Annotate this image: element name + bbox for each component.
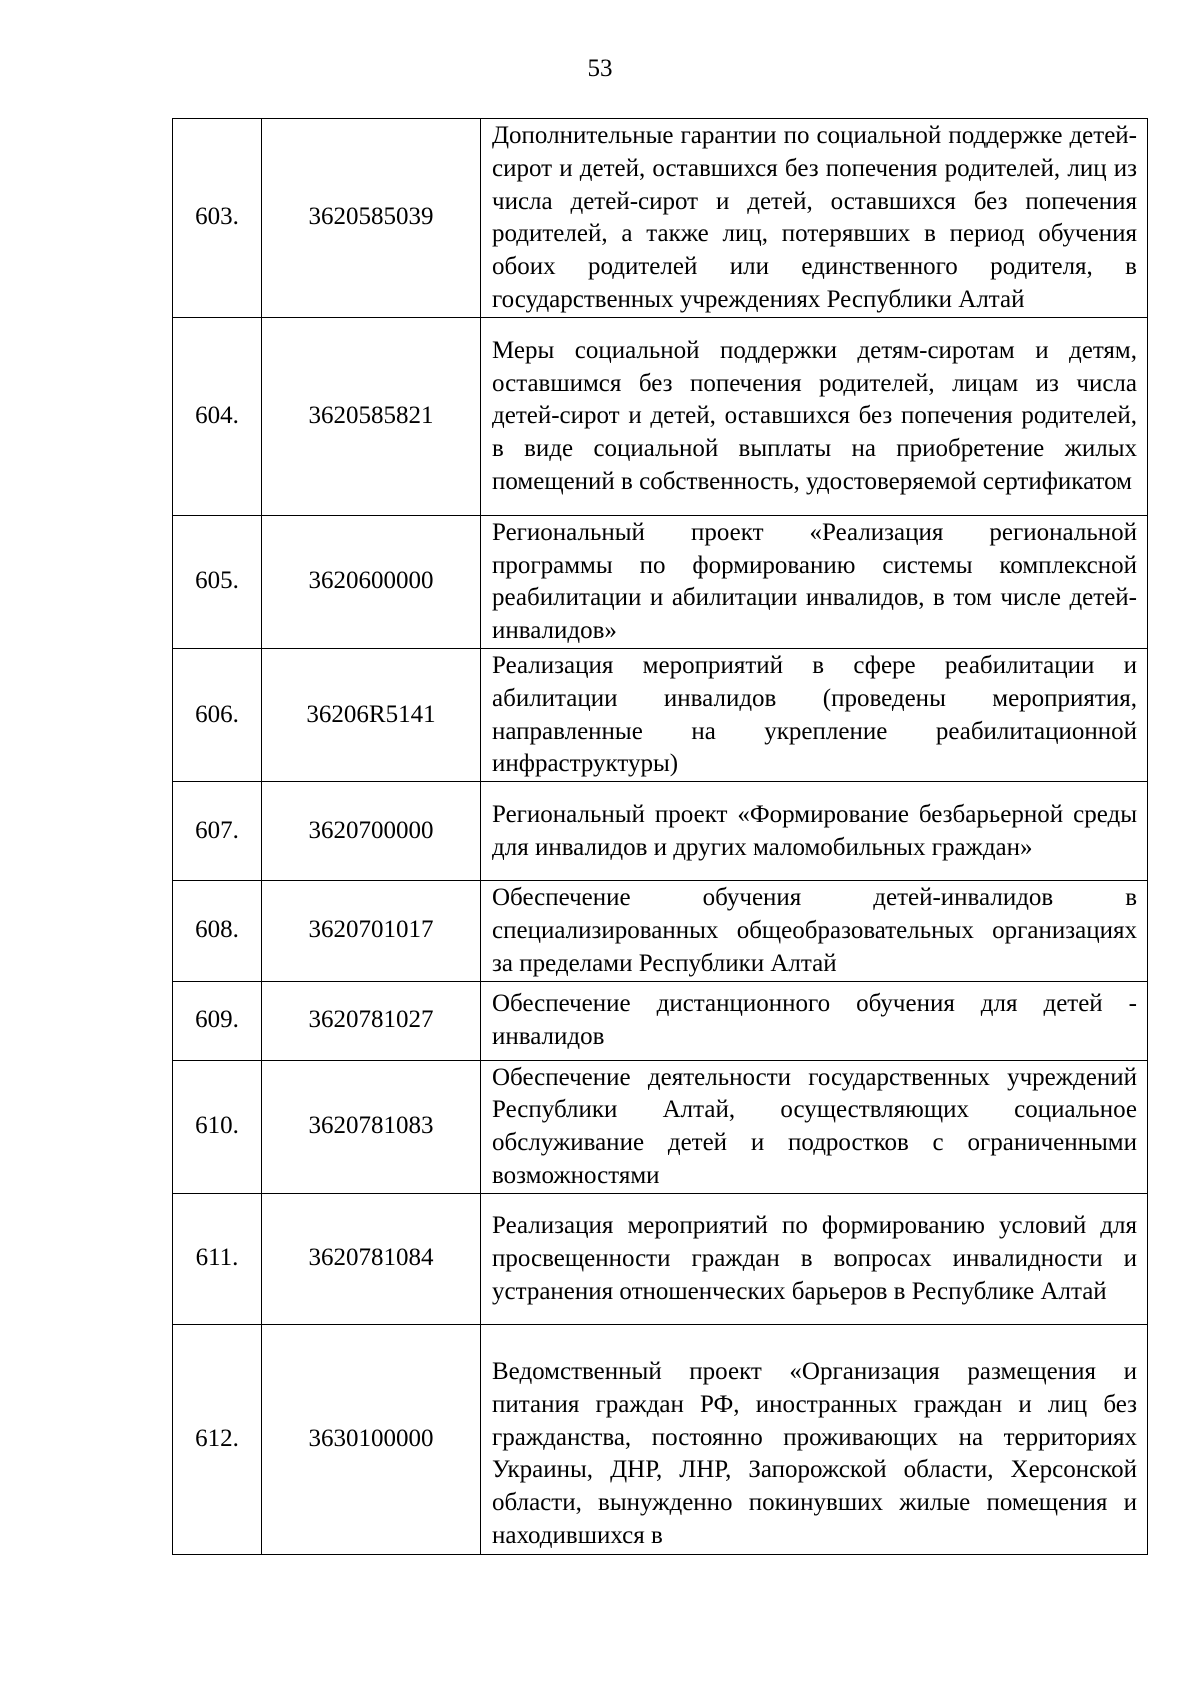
description-text: Реализация мероприятий в сфере реабилитации и абилитации инвалидов (проведены мероприятия, направленные на укрепление реабилитационной инфраструктуры) [492, 651, 1137, 778]
description-text: Реализация мероприятий по формированию условий для просвещенности граждан в вопросах инвалидности и устранения отношенческих барьеров в Республике Алтай [492, 1212, 1137, 1305]
budget-code: 3620700000 [262, 782, 481, 881]
description-text: Дополнительные гарантии по социальной поддержке детей-сирот и детей, оставшихся без попечения родителей, лиц из числа детей-сирот и детей, оставшихся без попечения родителей, а также лиц, потерявших в период обучения обоих родителей или единственного родителя, в государственных учреждениях Республики Алтай [492, 122, 1137, 313]
table-row [173, 317, 1148, 515]
row-number: 607. [173, 782, 262, 881]
description-text: Обеспечение обучения детей-инвалидов в специализированных общеобразовательных организациях за пределами Республики Алтай [492, 884, 1137, 977]
table-row [173, 981, 1148, 1060]
row-description [481, 881, 1148, 981]
budget-code: 3620585039 [262, 119, 481, 318]
row-number: 605. [173, 515, 262, 648]
row-description [481, 648, 1148, 781]
row-description [481, 1324, 1148, 1554]
table-row [173, 119, 1148, 318]
row-number: 609. [173, 981, 262, 1060]
description-text: Региональный проект «Реализация региональной программы по формированию системы комплексной реабилитации и абилитации инвалидов, в том числе детей-инвалидов» [492, 518, 1137, 645]
table-row [173, 515, 1148, 648]
description-text: Региональный проект «Формирование безбарьерной среды для инвалидов и других маломобильных граждан» [492, 800, 1137, 861]
row-description [481, 119, 1148, 318]
row-number: 608. [173, 881, 262, 981]
row-number: 604. [173, 317, 262, 515]
row-description [481, 317, 1148, 515]
table-row [173, 1324, 1148, 1554]
row-description [481, 515, 1148, 648]
description-text: Меры социальной поддержки детям-сиротам и детям, оставшимся без попечения родителей, лицам из числа детей-сирот и детей, оставшихся без попечения родителей, в виде социальной выплаты на приобретение жилых помещений в собственность, удостоверяемой сертификатом [492, 336, 1137, 495]
row-description [481, 981, 1148, 1060]
table-row [173, 782, 1148, 881]
budget-code: 3620781083 [262, 1060, 481, 1193]
description-text: Ведомственный проект «Организация размещения и питания граждан РФ, иностранных граждан и лиц без гражданства, постоянно проживающих на территориях Украины, ДНР, ЛНР, Запорожской области, Херсонской области, вынужденно покинувших жилые помещения и находившихся в [492, 1357, 1137, 1549]
table-row [173, 1193, 1148, 1324]
table-row [173, 881, 1148, 981]
row-number: 612. [173, 1324, 262, 1554]
row-description [481, 782, 1148, 881]
row-description [481, 1060, 1148, 1193]
row-number: 610. [173, 1060, 262, 1193]
row-number: 603. [173, 119, 262, 318]
budget-code: 3620781027 [262, 981, 481, 1060]
budget-code: 36206R5141 [262, 648, 481, 781]
description-text: Обеспечение деятельности государственных учреждений Республики Алтай, осуществляющих социальное обслуживание детей и подростков с ограниченными возможностями [492, 1063, 1137, 1189]
row-number: 611. [173, 1193, 262, 1324]
budget-code: 3630100000 [262, 1324, 481, 1554]
budget-code: 3620585821 [262, 317, 481, 515]
page-number: 53 [587, 55, 613, 82]
table-row [173, 648, 1148, 781]
description-text: Обеспечение дистанционного обучения для детей - инвалидов [492, 990, 1137, 1051]
row-number: 606. [173, 648, 262, 781]
budget-code: 3620701017 [262, 881, 481, 981]
row-description [481, 1193, 1148, 1324]
budget-code-table [172, 118, 1148, 1555]
budget-code: 3620781084 [262, 1193, 481, 1324]
table-row [173, 1060, 1148, 1193]
budget-code: 3620600000 [262, 515, 481, 648]
